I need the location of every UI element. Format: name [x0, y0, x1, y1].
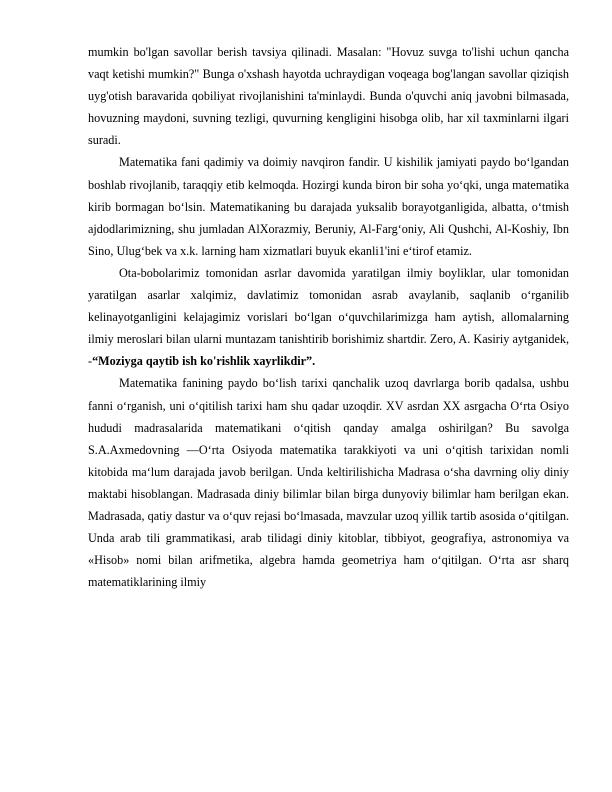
- paragraph-3-text: Ota-bobolarimiz tomonidan asrlar davomida yaratilgan ilmiy boyliklar, ular tomonidan yaratilgan asarlar xalqimiz, davlatimiz tomonidan asrab avaylanib, saqlanib o‘rganilib kelinayotganligini kelajagimiz vorislari bo‘lgan o‘quvchilarimizga ham aytish, allomalarning ilmiy meroslari bilan ularni muntazam tanishtirib borishimiz shartdir. Zero, A. Kasiriy aytganidek, -: [88, 265, 569, 369]
- paragraph-3-quote: “Moziyga qaytib ish ko'rishlik xayrlikdir”.: [92, 354, 316, 369]
- paragraph-1: mumkin bo'lgan savollar berish tavsiya qilinadi. Masalan: "Hovuz suvga to'lishi uchun qancha vaqt ketishi mumkin?" Bunga o'xshash hayotda uchraydigan voqeaga bog'langan savollar qiziqish uyg'otish baravarida qobiliyat rivojlanishini ta'minlaydi. Bunda o'quvchi aniq javobni bilmasada, hovuzning maydoni, suvning tezligi, quvurning kengligini hisobga olib, har xil taxminlarni ilgari suradi.: [88, 45, 569, 148]
- paragraph-3: [88, 262, 569, 372]
- document-page: [88, 41, 569, 593]
- paragraph-4: Matematika fanining paydo bo‘lish tarixi qanchalik uzoq davrlarga borib qadalsa, ushbu fanni o‘rganish, uni o‘qitilish tarixi ham shu qadar uzoqdir. XV asrdan XX asrgacha O‘rta Osiyo hududi madrasalarida matematikani o‘qitish qanday amalga oshirilgan? Bu savolga S.A.Axmedovning ―O‘rta Osiyoda matematika tarakkiyoti va uni o‘qitish tarixidan nomli kitobida ma‘lum darajada javob berilgan. Unda keltirilishicha Madrasa o‘sha davrning oliy diniy maktabi hisoblangan. Madrasada diniy bilimlar bilan birga dunyoviy bilimlar ham berilgan ekan. Madrasada, qatiy dastur va o‘quv rejasi bo‘lmasada, mavzular uzoq yillik tartib asosida o‘qitilgan. Unda arab tili grammatikasi, arab tilidagi diniy kitoblar, tibbiyot, geografiya, astronomiya va «Hisob» nomi bilan arifmetika, algebra hamda geometriya ham o‘qitilgan. O‘rta asr sharq matematiklarining ilmiy: [88, 376, 569, 590]
- paragraph-2: Matematika fani qadimiy va doimiy navqiron fandir. U kishilik jamiyati paydo bo‘lgandan boshlab rivojlanib, taraqqiy etib kelmoqda. Hozirgi kunda biron bir soha yo‘qki, unga matematika kirib bormagan bo‘lsin. Matematikaning bu darajada yuksalib borayotganligida, albatta, o‘tmish ajdodlarimizning, shu jumladan AlXorazmiy, Beruniy, Al-Farg‘oniy, Ali Qushchi, Al-Koshiy, Ibn Sino, Ulug‘bek va x.k. larning ham xizmatlari buyuk ekanli1'ini e‘tirof etamiz.: [88, 155, 569, 258]
